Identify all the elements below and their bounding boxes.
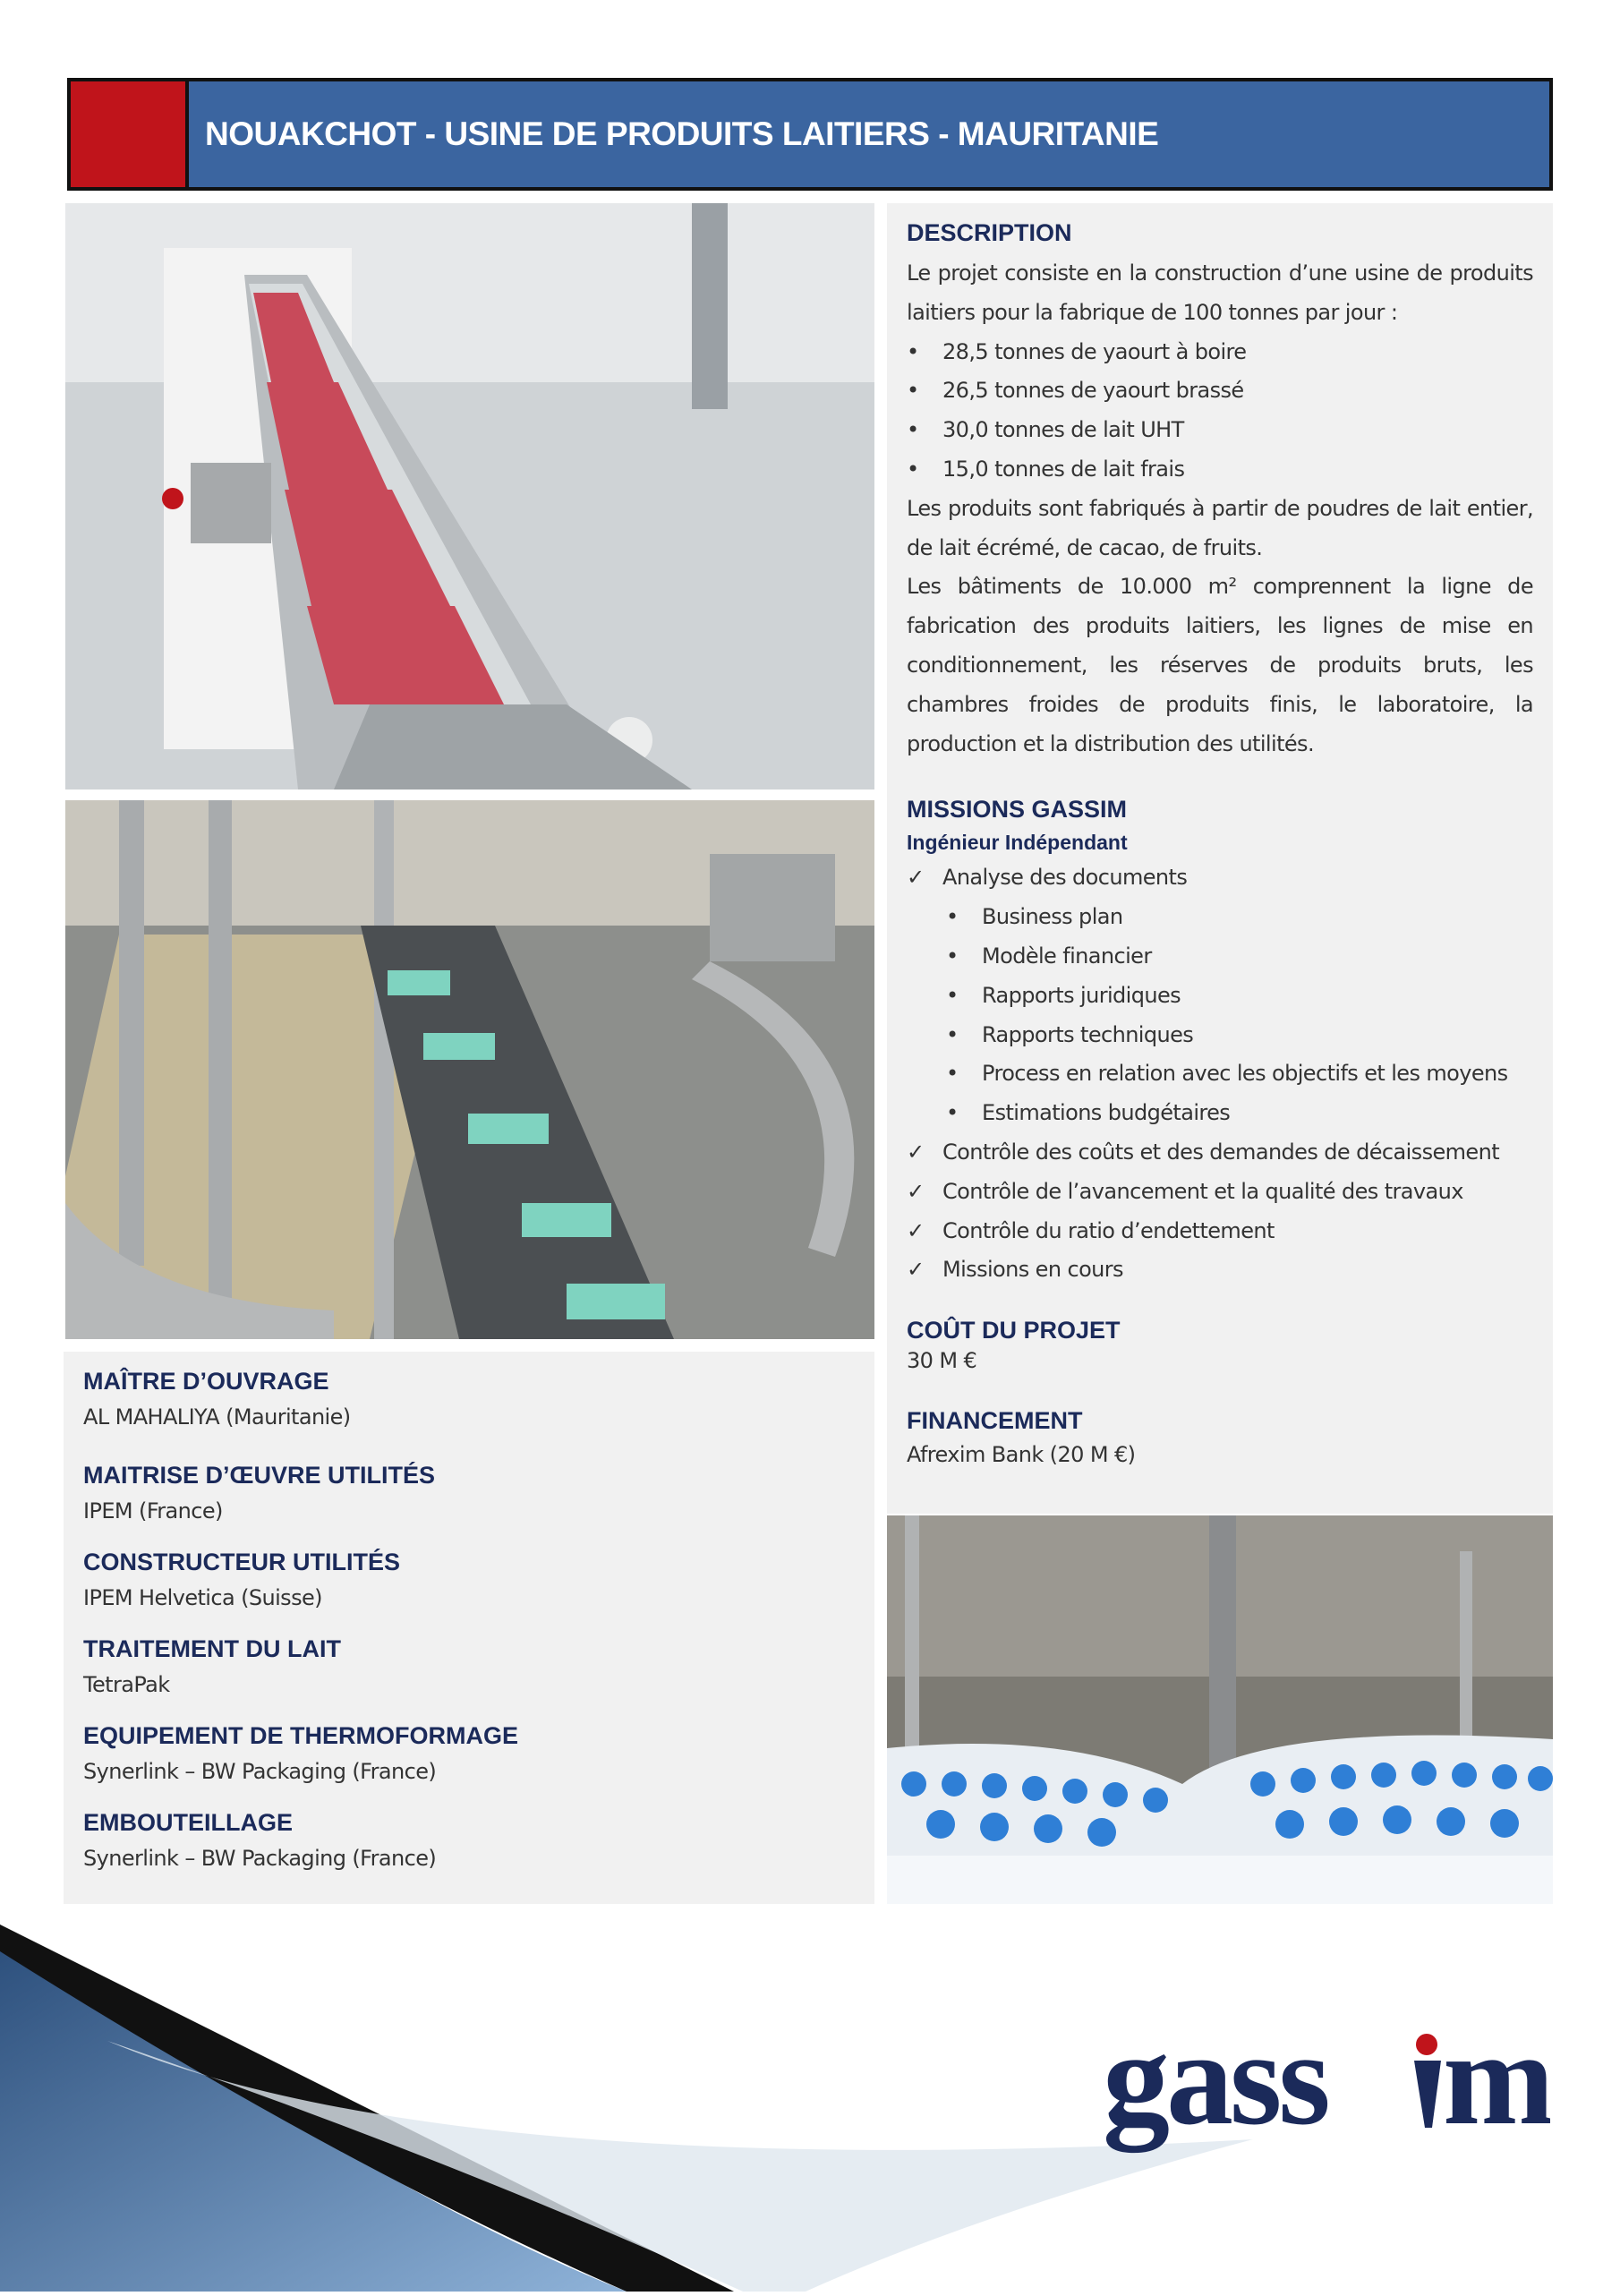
stakeholder-value: Synerlink – BW Packaging (France)	[83, 1759, 437, 1784]
list-item: • Business plan	[946, 904, 1123, 930]
title-red-block	[71, 81, 189, 187]
financing-heading: FINANCEMENT	[907, 1407, 1083, 1435]
cost-value: 30 M €	[907, 1348, 977, 1374]
stakeholder-value: Synerlink – BW Packaging (France)	[83, 1846, 437, 1871]
stakeholder-value: AL MAHALIYA (Mauritanie)	[83, 1404, 351, 1430]
list-item: • Rapports juridiques	[946, 982, 1181, 1008]
list-item: • Estimations budgétaires	[946, 1100, 1231, 1126]
stakeholder-heading: MAITRISE D’ŒUVRE UTILITÉS	[83, 1462, 436, 1489]
list-item: • 28,5 tonnes de yaourt à boire	[907, 338, 1247, 364]
list-item: • Rapports techniques	[946, 1021, 1194, 1047]
list-item: • 26,5 tonnes de yaourt brassé	[907, 378, 1244, 404]
description-intro: Le projet consiste en la construction d’une usine de produits laitiers pour la fabrique de 100 tonnes par jour :	[907, 260, 1533, 325]
cost-heading: COÛT DU PROJET	[907, 1317, 1121, 1344]
financing-value: Afrexim Bank (20 M €)	[907, 1442, 1136, 1468]
stakeholder-heading: TRAITEMENT DU LAIT	[83, 1635, 341, 1662]
missions-heading: MISSIONS GASSIM	[907, 796, 1128, 824]
logo-icon	[1103, 2025, 1550, 2177]
missions-list	[907, 858, 1533, 1290]
photo-yogurt-cups-conveyor	[65, 203, 874, 790]
list-item: • Process en relation avec les objectifs et les moyens	[946, 1061, 1508, 1087]
gassim-logo	[1103, 2025, 1550, 2181]
svg-text:gass: gass	[1103, 2025, 1327, 2153]
production-list	[907, 333, 1533, 490]
svg-text:m: m	[1443, 2025, 1550, 2153]
check-icon: ✓	[907, 865, 925, 891]
stakeholders-panel	[64, 1352, 874, 1904]
check-icon: ✓	[907, 1139, 925, 1165]
list-item: ✓ Analyse des documents	[907, 858, 1533, 898]
list-item: ✓ Missions en cours	[907, 1250, 1533, 1290]
stakeholder-heading: EMBOUTEILLAGE	[83, 1809, 293, 1836]
list-item: ✓ Contrôle des coûts et des demandes de décaissement	[907, 1133, 1533, 1173]
stakeholder-heading: CONSTRUCTEUR UTILITÉS	[83, 1549, 400, 1575]
list-item: • 30,0 tonnes de lait UHT	[907, 417, 1184, 443]
check-icon: ✓	[907, 1257, 925, 1283]
list-item: ✓ Contrôle du ratio d’endettement	[907, 1212, 1533, 1251]
list-item: • Modèle financier	[946, 943, 1152, 969]
check-icon: ✓	[907, 1217, 925, 1243]
stakeholder-value: IPEM (France)	[83, 1498, 223, 1524]
stakeholder-value: TetraPak	[83, 1672, 170, 1697]
description-paragraph: Les bâtiments de 10.000 m² comprennent la ligne de fabrication des produits laitiers, les lignes de mise en conditionnement, les réserves de produits bruts, les chambres froides de produits finis, le laboratoire, la production et la distribution des utilités.	[907, 574, 1533, 756]
project-details-panel	[887, 203, 1553, 1514]
photo-milk-bottles	[887, 1515, 1553, 1904]
stakeholder-heading: EQUIPEMENT DE THERMOFORMAGE	[83, 1722, 519, 1749]
description-heading: DESCRIPTION	[907, 219, 1072, 246]
stakeholder-heading: MAÎTRE D’OUVRAGE	[83, 1368, 329, 1395]
missions-role: Ingénieur Indépendant	[907, 831, 1128, 855]
list-item: ✓ Contrôle de l’avancement et la qualité des travaux	[907, 1173, 1533, 1212]
title-bar	[67, 78, 1553, 191]
check-icon: ✓	[907, 1178, 925, 1204]
description-paragraph: Les produits sont fabriqués à partir de poudres de lait entier, de lait écrémé, de cacao, de fruits.	[907, 495, 1533, 560]
page-title: NOUAKCHOT - USINE DE PRODUITS LAITIERS - MAURITANIE	[205, 115, 1159, 152]
stakeholder-value: IPEM Helvetica (Suisse)	[83, 1585, 322, 1610]
photo-yogurt-packs-line	[65, 800, 874, 1339]
list-item: • 15,0 tonnes de lait frais	[907, 456, 1185, 482]
